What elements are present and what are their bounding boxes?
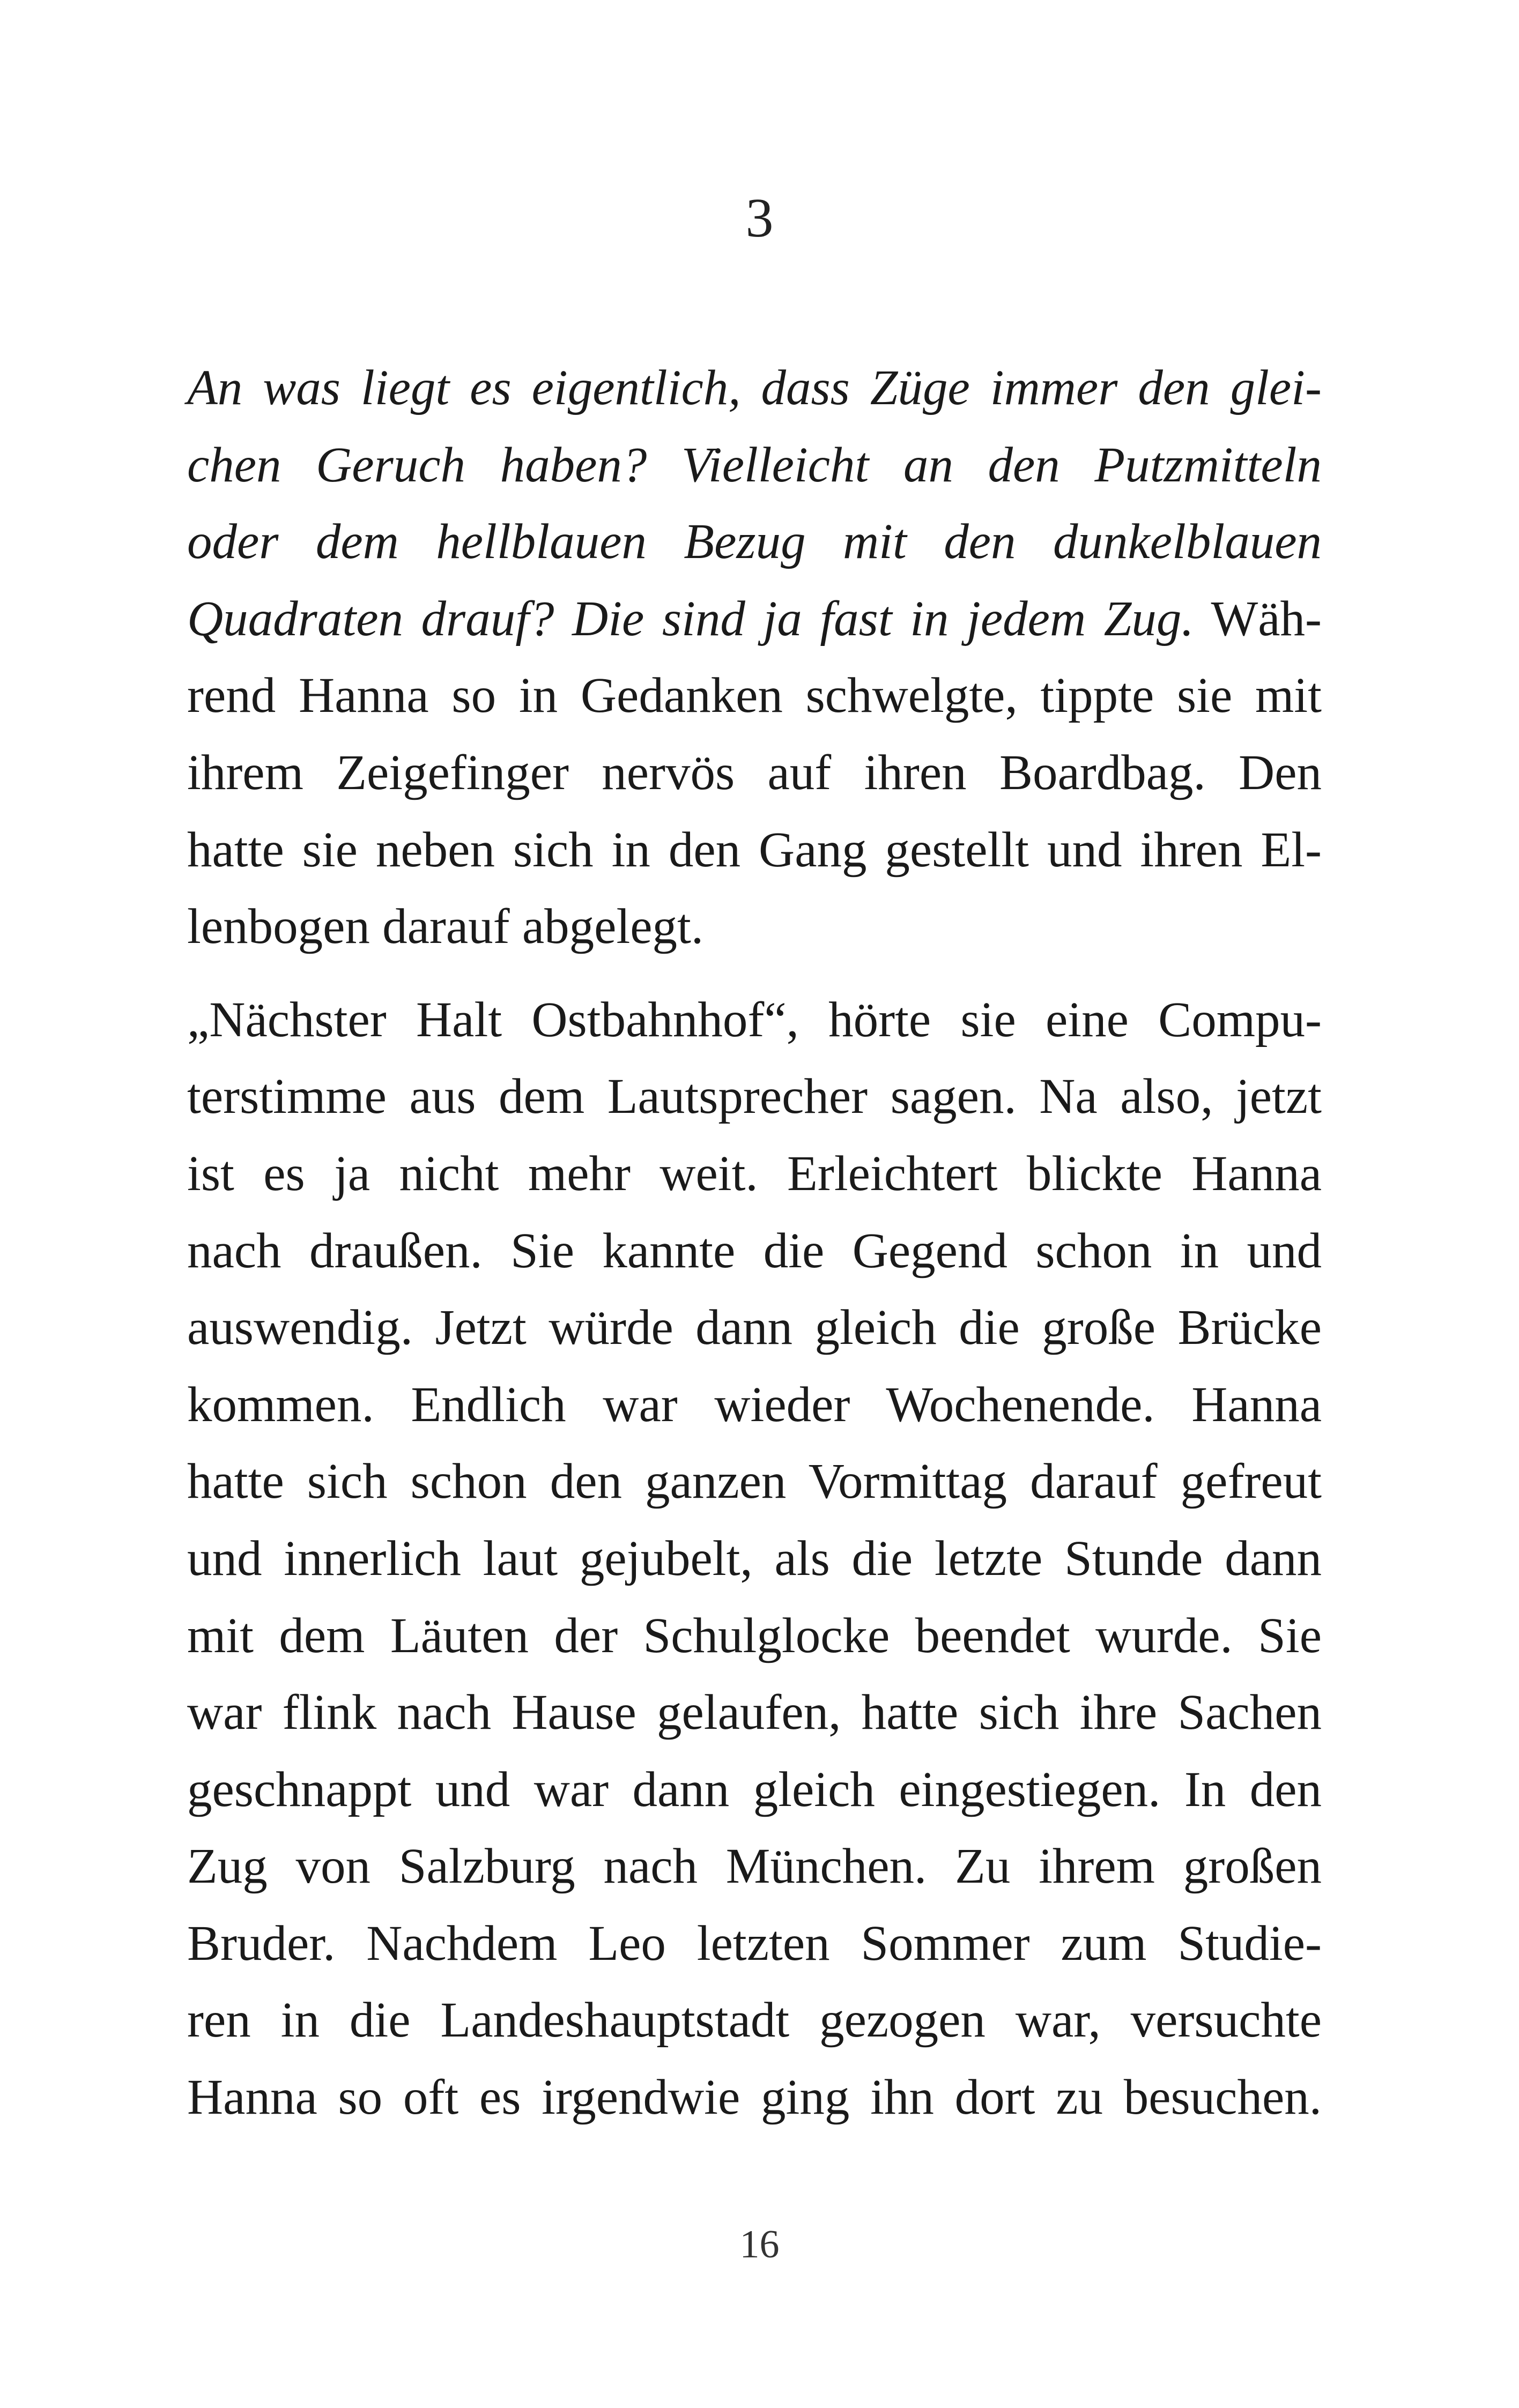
text-line: geschnappt und war dann gleich eingestiegen. In den <box>187 1762 1322 1817</box>
text-line <box>187 350 1322 427</box>
text-line: auswendig. Jetzt würde dann gleich die große Brücke <box>187 1300 1322 1356</box>
text-line: Zug von Salzburg nach München. Zu ihrem großen <box>187 1839 1322 1894</box>
plain-text: ihrem Zeigefinger nervös auf ihren Boardbag. Den <box>187 745 1322 800</box>
text-line: kommen. Endlich war wieder Wochenende. Hanna <box>187 1377 1322 1432</box>
plain-text: lenbogen darauf abgelegt. <box>187 899 704 955</box>
text-line <box>187 888 1322 965</box>
text-line: nach draußen. Sie kannte die Gegend schon in und <box>187 1223 1322 1279</box>
text-line: und innerlich laut gejubelt, als die letzte Stunde dann <box>187 1530 1322 1586</box>
text-line: terstimme aus dem Lautsprecher sagen. Na also, jetzt <box>187 1069 1322 1125</box>
text-line <box>187 427 1322 504</box>
text-line: ist es ja nicht mehr weit. Erleichtert blickte Hanna <box>187 1146 1322 1201</box>
page-number: 16 <box>739 2223 780 2266</box>
plain-text: Wäh- <box>1194 591 1322 646</box>
text-line: Hanna so oft es irgendwie ging ihn dort zu besuchen. <box>187 2070 1322 2125</box>
plain-text: rend Hanna so in Gedanken schwelgte, tippte sie mit <box>187 668 1322 724</box>
text-line: ren in die Landeshauptstadt gezogen war, versuchte <box>187 1993 1322 2048</box>
paragraph-2 <box>187 982 1322 2136</box>
paragraph-gap <box>187 965 1322 982</box>
text-line <box>187 503 1322 581</box>
body-text <box>187 350 1322 2136</box>
text-line: hatte sich schon den ganzen Vormittag darauf gefreut <box>187 1454 1322 1510</box>
text-line <box>187 812 1322 889</box>
italic-text: oder dem hellblauen Bezug mit den dunkelblauen <box>187 514 1322 570</box>
text-line: war flink nach Hause gelaufen, hatte sich ihre Sachen <box>187 1685 1322 1741</box>
text-line: mit dem Läuten der Schulglocke beendet wurde. Sie <box>187 1608 1322 1663</box>
text-line <box>187 657 1322 734</box>
italic-text: Quadraten drauf? Die sind ja fast in jedem Zug. <box>187 591 1194 646</box>
plain-text: hatte sie neben sich in den Gang gestellt und ihren El- <box>187 822 1322 878</box>
paragraph-1 <box>187 350 1322 965</box>
italic-text: An was liegt es eigentlich, dass Züge immer den glei- <box>187 360 1322 415</box>
chapter-number: 3 <box>745 187 774 249</box>
italic-text: chen Geruch haben? Vielleicht an den Putzmitteln <box>187 437 1322 493</box>
text-line <box>187 581 1322 658</box>
text-line <box>187 734 1322 812</box>
text-line: Bruder. Nachdem Leo letzten Sommer zum Studie- <box>187 1915 1322 1971</box>
text-line: „Nächster Halt Ostbahnhof“, hörte sie eine Compu- <box>187 992 1322 1047</box>
